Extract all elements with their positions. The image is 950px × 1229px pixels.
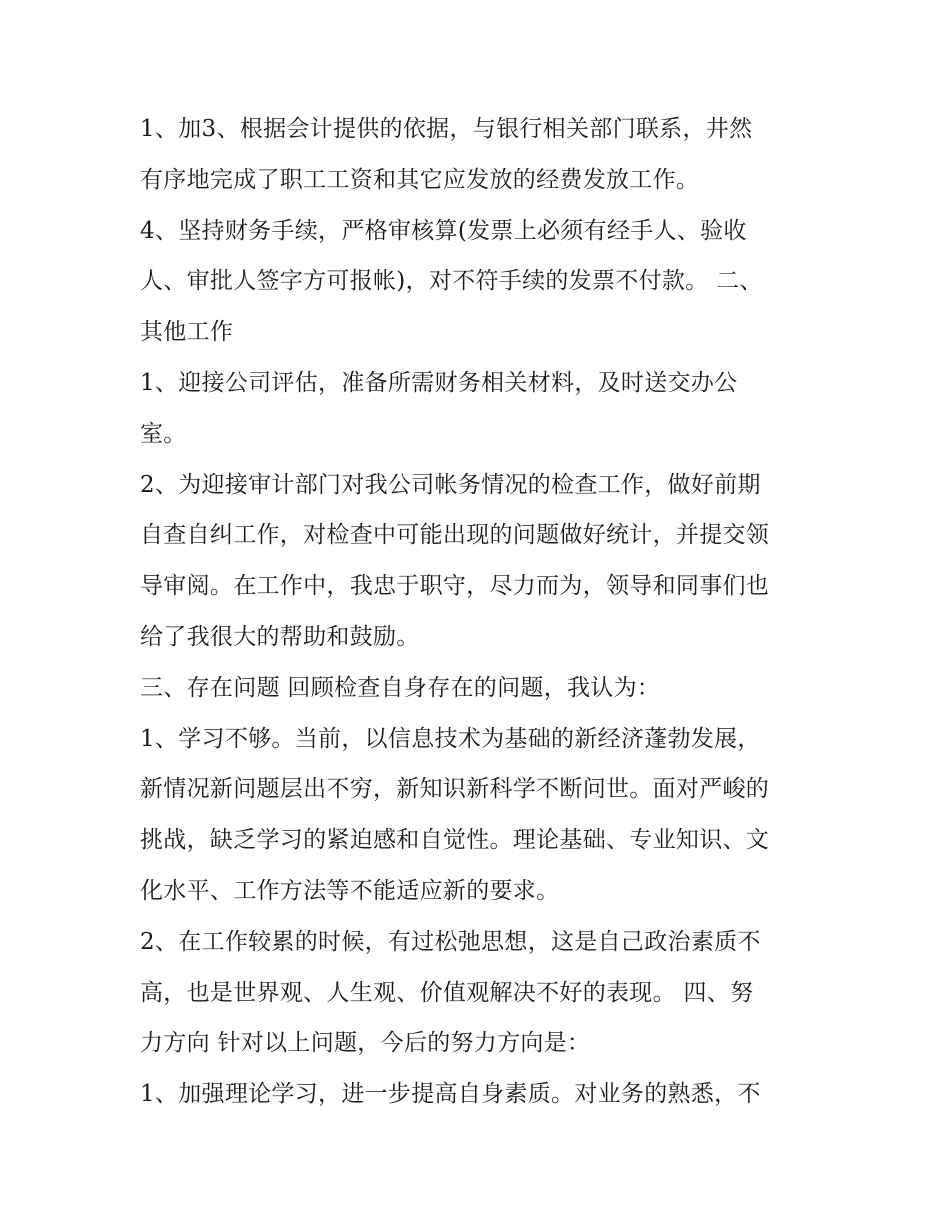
document-body xyxy=(140,104,820,1120)
text-line: 有序地完成了职工工资和其它应发放的经费发放工作。 xyxy=(140,166,700,193)
text-line: 导审阅。在工作中，我忠于职守，尽力而为，领导和同事们也 xyxy=(140,573,770,600)
text-line: 自查自纠工作，对检查中可能出现的问题做好统计，并提交领 xyxy=(140,522,770,549)
text-line: 1、迎接公司评估，准备所需财务相关材料，及时送交办公 xyxy=(140,369,738,396)
text-line: 4、坚持财务手续，严格审核算(发票上必须有经手人、验收 xyxy=(140,217,747,244)
section-heading: 三、存在问题 回顾检查自身存在的问题，我认为： xyxy=(140,674,661,701)
text-line: 高，也是世界观、人生观、价值观解决不好的表现。 四、努 xyxy=(140,979,754,1006)
section-heading: 其他工作 xyxy=(140,319,234,346)
text-line: 1、加3、根据会计提供的依据，与银行相关部门联系，井然 xyxy=(140,116,753,142)
text-line: 2、在工作较累的时候，有过松弛思想，这是自己政治素质不 xyxy=(140,928,761,955)
text-line: 化水平、工作方法等不能适应新的要求。 xyxy=(140,877,560,904)
text-line: 1、加强理论学习，进一步提高自身素质。对业务的熟悉，不 xyxy=(140,1081,761,1108)
text-line: 室。 xyxy=(140,420,187,447)
text-line: 给了我很大的帮助和鼓励。 xyxy=(140,623,420,650)
text-line: 新情况新问题层出不穷，新知识新科学不断问世。面对严峻的 xyxy=(140,776,770,803)
text-line: 挑战，缺乏学习的紧迫感和自觉性。理论基础、专业知识、文 xyxy=(140,827,770,854)
text-line: 1、学习不够。当前，以信息技术为基础的新经济蓬勃发展， xyxy=(140,725,761,752)
section-heading: 力方向 针对以上问题，今后的努力方向是： xyxy=(140,1030,591,1057)
text-line: 2、为迎接审计部门对我公司帐务情况的检查工作，做好前期 xyxy=(140,471,761,498)
text-line: 人、审批人签字方可报帐)，对不符手续的发票不付款。 二、 xyxy=(140,268,763,295)
